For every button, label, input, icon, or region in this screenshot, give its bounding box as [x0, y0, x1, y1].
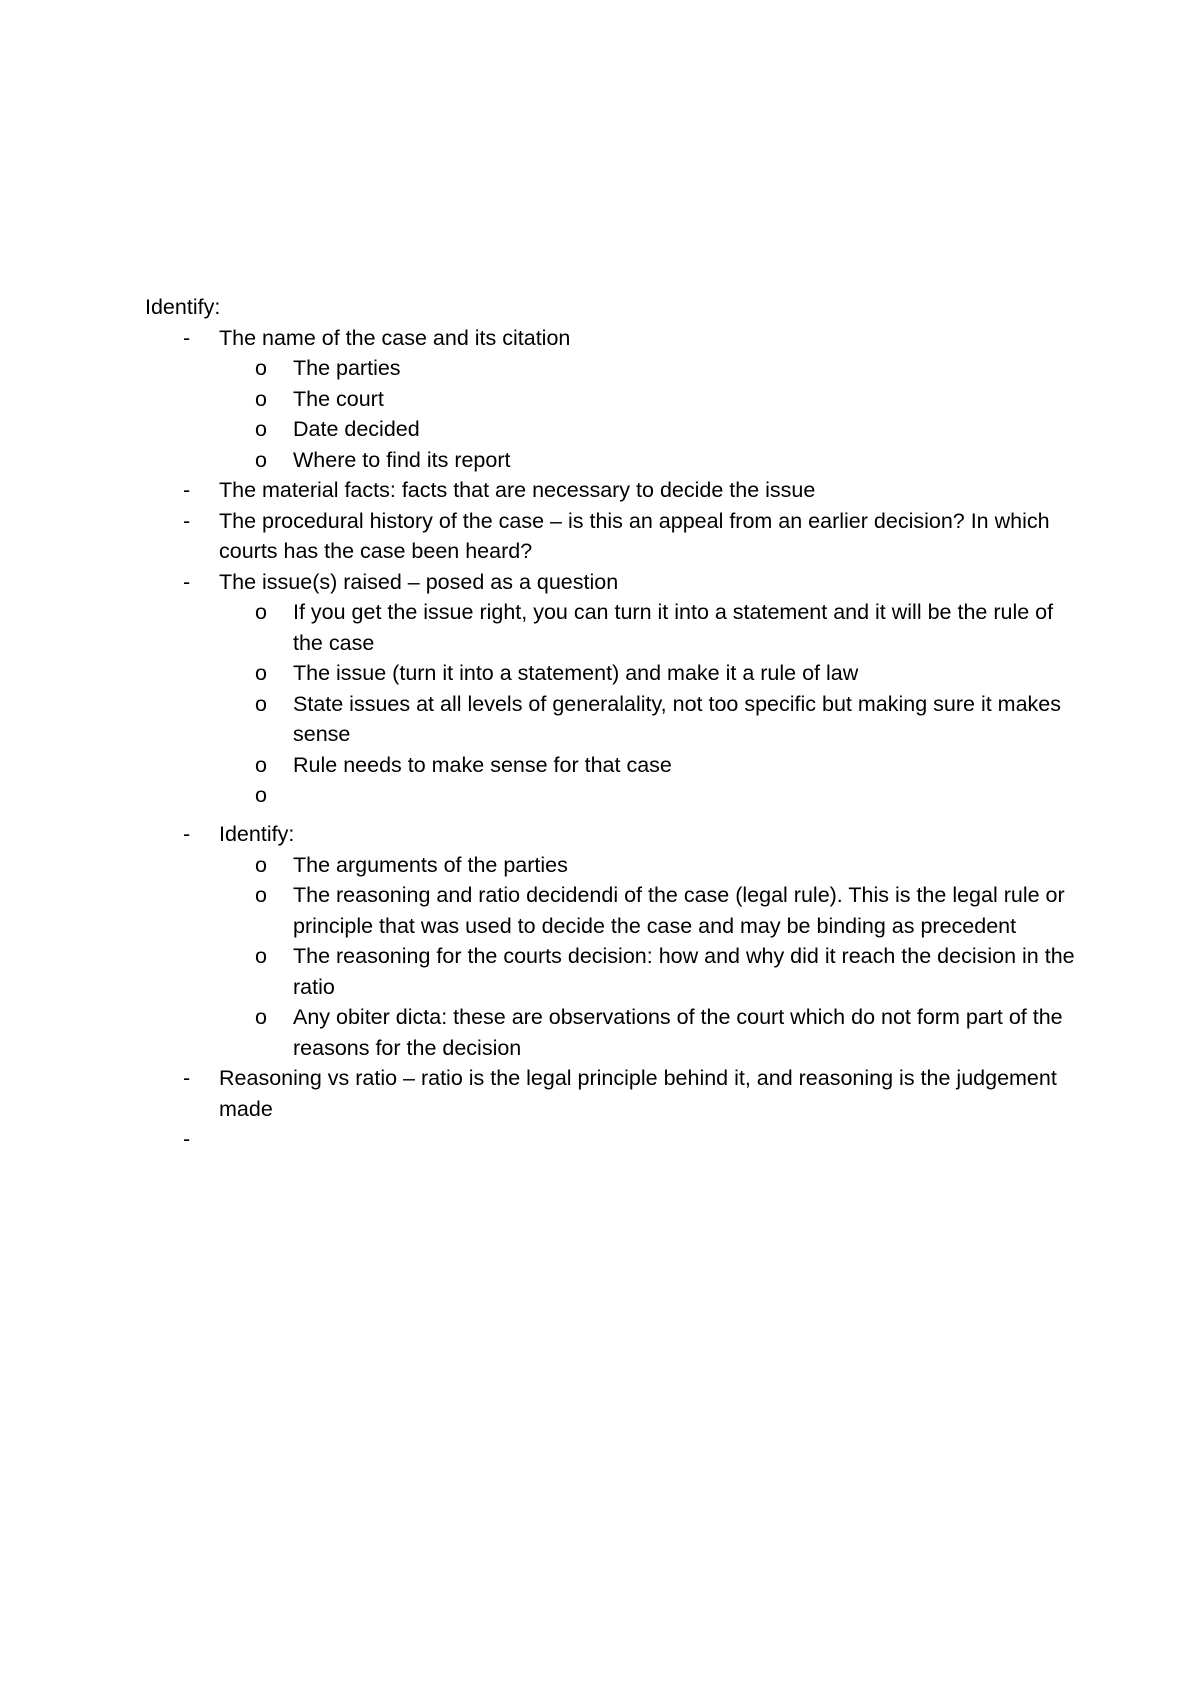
list-item-text: The name of the case and its citation [219, 325, 571, 350]
sub-list-item [219, 597, 1085, 658]
circle-bullet: o [255, 600, 267, 624]
sub-list-item [219, 1002, 1085, 1063]
sub-list-item-text: Date decided [293, 417, 420, 441]
sub-list-item-text: The issue (turn it into a statement) and make it a rule of law [293, 661, 859, 685]
sub-list-item-text: The court [293, 386, 384, 411]
sub-list-item [219, 750, 1085, 781]
sub-list-item-text: The arguments of the parties [293, 852, 568, 877]
sub-list-item-text: If you get the issue right, you can turn it into a statement and it will be the rule of the case [293, 600, 1054, 655]
circle-bullet: o [255, 1005, 267, 1029]
circle-bullet: o [255, 661, 267, 685]
list-item [145, 1124, 1085, 1163]
sub-list-item [219, 780, 1085, 819]
sub-list-item-text: The reasoning and ratio decidendi of the case (legal rule). This is the legal rule or principle that was used to decide the case and may be binding as precedent [293, 883, 1065, 938]
dash-bullet: - [183, 1127, 191, 1151]
circle-bullet: o [255, 447, 267, 472]
document-body [145, 292, 1085, 1163]
main-list [145, 323, 1085, 1164]
circle-bullet: o [255, 852, 267, 877]
dash-bullet: - [183, 508, 191, 533]
list-item-text: Identify: [219, 822, 295, 846]
dash-bullet: - [183, 325, 191, 350]
list-item-text: The material facts: facts that are necessary to decide the issue [219, 478, 816, 502]
sub-list-item [219, 384, 1085, 415]
circle-bullet: o [255, 883, 267, 907]
dash-bullet: - [183, 478, 191, 502]
sub-list-item [219, 445, 1085, 476]
list-item [145, 475, 1085, 506]
list-item [145, 567, 1085, 820]
sub-list-item-text: Where to find its report [293, 447, 511, 472]
dash-bullet: - [183, 822, 191, 846]
dash-bullet: - [183, 569, 191, 594]
sub-list-item-text: Any obiter dicta: these are observations of the court which do not form part of the reasons for the decision [293, 1005, 1063, 1060]
dash-bullet: - [183, 1066, 191, 1090]
list-item [145, 819, 1085, 1063]
sub-list-item-text: The parties [293, 356, 401, 380]
sub-list-item-text: State issues at all levels of generalality, not too specific but making sure it makes sense [293, 691, 1062, 746]
circle-bullet: o [255, 386, 267, 411]
sub-list [219, 597, 1085, 819]
sub-list-item-text: The reasoning for the courts decision: how and why did it reach the decision in the ratio [293, 944, 1075, 999]
circle-bullet: o [255, 691, 267, 716]
circle-bullet: o [255, 752, 267, 777]
document-heading: Identify: [145, 295, 221, 319]
sub-list-item [219, 880, 1085, 941]
list-item-text: The issue(s) raised – posed as a question [219, 569, 619, 594]
sub-list-item [219, 941, 1085, 1002]
circle-bullet: o [255, 356, 267, 380]
circle-bullet: o [255, 783, 267, 807]
sub-list-item [219, 658, 1085, 689]
sub-list-item [219, 689, 1085, 750]
sub-list [219, 850, 1085, 1064]
list-item-text: The procedural history of the case – is this an appeal from an earlier decision? In which courts has the case been heard? [219, 508, 1050, 563]
list-item-text: Reasoning vs ratio – ratio is the legal principle behind it, and reasoning is the judgement made [219, 1066, 1057, 1121]
circle-bullet: o [255, 944, 267, 968]
list-item [145, 506, 1085, 567]
list-item [145, 1063, 1085, 1124]
sub-list-item-text: Rule needs to make sense for that case [293, 752, 672, 777]
sub-list-item [219, 353, 1085, 384]
sub-list-item [219, 414, 1085, 445]
sub-list [219, 353, 1085, 475]
circle-bullet: o [255, 417, 267, 441]
list-item [145, 323, 1085, 476]
sub-list-item [219, 850, 1085, 881]
